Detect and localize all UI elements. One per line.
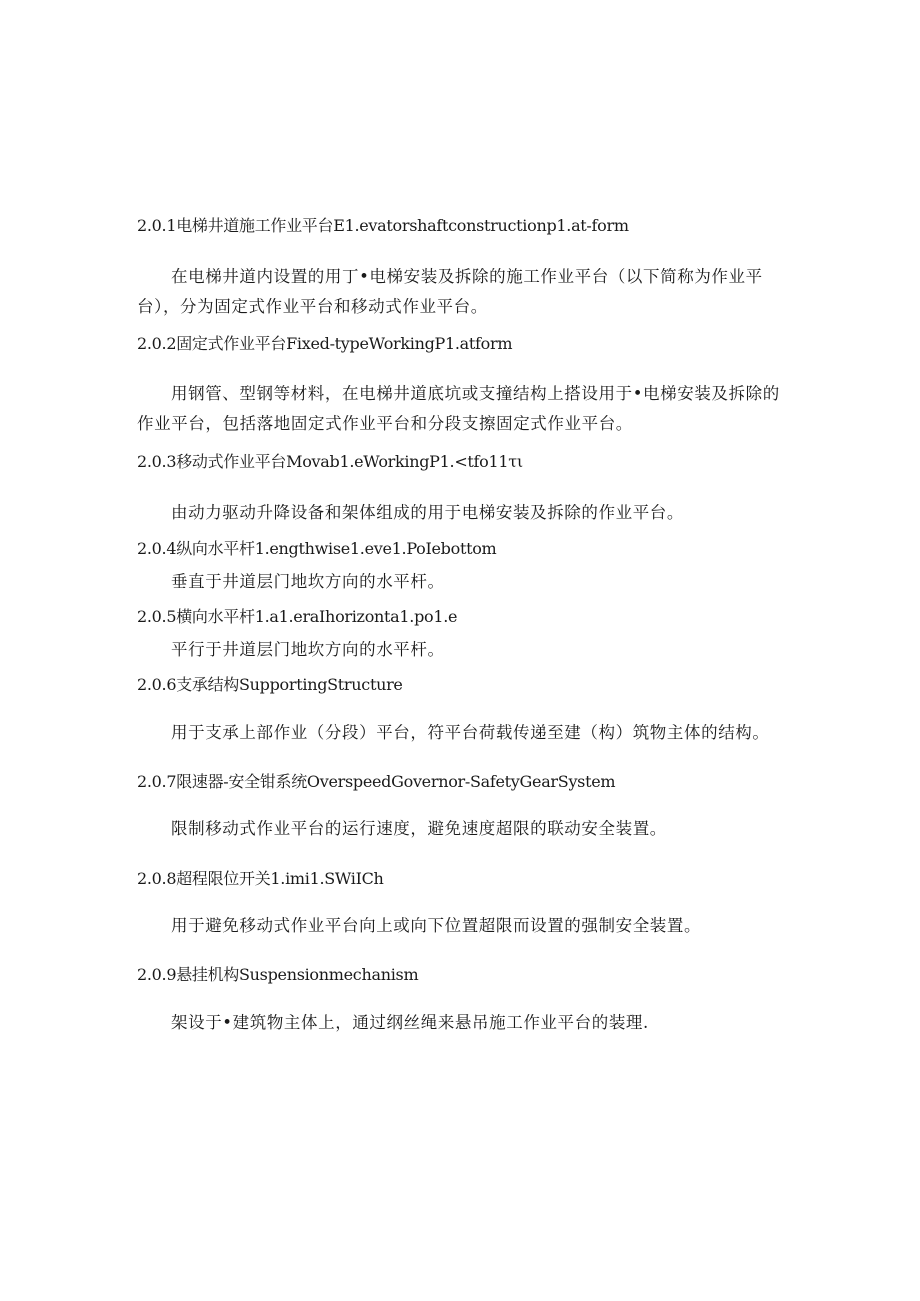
term-2-0-5: 2.0.5横向水平杆1.a1.eraIhorizonta1.po1.e <box>137 607 458 626</box>
definition-2-0-2: 用钢管、型钢等材料，在电梯井道底坑或支撞结构上搭设用于•电梯安装及拆除的作业平台，包括落地固定式作业平台和分段支擦固定式作业平台。 <box>137 384 780 433</box>
definition-2-0-8: 用于避免移动式作业平台向上或向下位置超限而设置的强制安全装置。 <box>171 916 702 935</box>
definition-2-0-1: 在电梯井道内设置的用丁•电梯安装及拆除的施工作业平台（以下简称为作业平台），分为固定式作业平台和移动式作业平台。 <box>137 267 763 316</box>
definition-2-0-9: 架设于•建筑物主体上，通过纲丝绳来悬吊施工作业平台的装理. <box>171 1013 649 1032</box>
term-2-0-1: 2.0.1电梯井道施工作业平台E1.evatorshaftconstructionp1.at-form <box>137 216 629 235</box>
term-2-0-9: 2.0.9悬挂机构Suspensionmechanism <box>137 965 419 984</box>
term-2-0-7: 2.0.7限速器-安全钳系统OverspeedGovernor-SafetyGearSystem <box>137 772 616 791</box>
term-2-0-4: 2.0.4纵向水平杆1.engthwise1.eve1.PoIebottom <box>137 539 497 558</box>
definition-2-0-4: 垂直于井道层门地坎方向的水平杆。 <box>171 572 445 591</box>
term-2-0-6: 2.0.6支承结构SupportingStructure <box>137 675 403 694</box>
definition-2-0-5: 平行于井道层门地坎方向的水平杆。 <box>171 640 445 659</box>
definition-2-0-6: 用于支承上部作业（分段）平台，符平台荷载传递至建（构）筑物主体的结构。 <box>171 723 770 742</box>
definition-2-0-7: 限制移动式作业平台的运行速度，避免速度超限的联动安全装置。 <box>171 819 667 838</box>
definition-2-0-3: 由动力驱动升降设备和架体组成的用于电梯安装及拆除的作业平台。 <box>171 503 684 522</box>
term-2-0-8: 2.0.8超程限位开关1.imi1.SWiICh <box>137 869 384 888</box>
term-2-0-2: 2.0.2固定式作业平台Fixed-typeWorkingP1.atform <box>137 334 513 353</box>
term-2-0-3: 2.0.3移动式作业平台Movab1.eWorkingP1.<tfo11τι <box>137 452 523 471</box>
